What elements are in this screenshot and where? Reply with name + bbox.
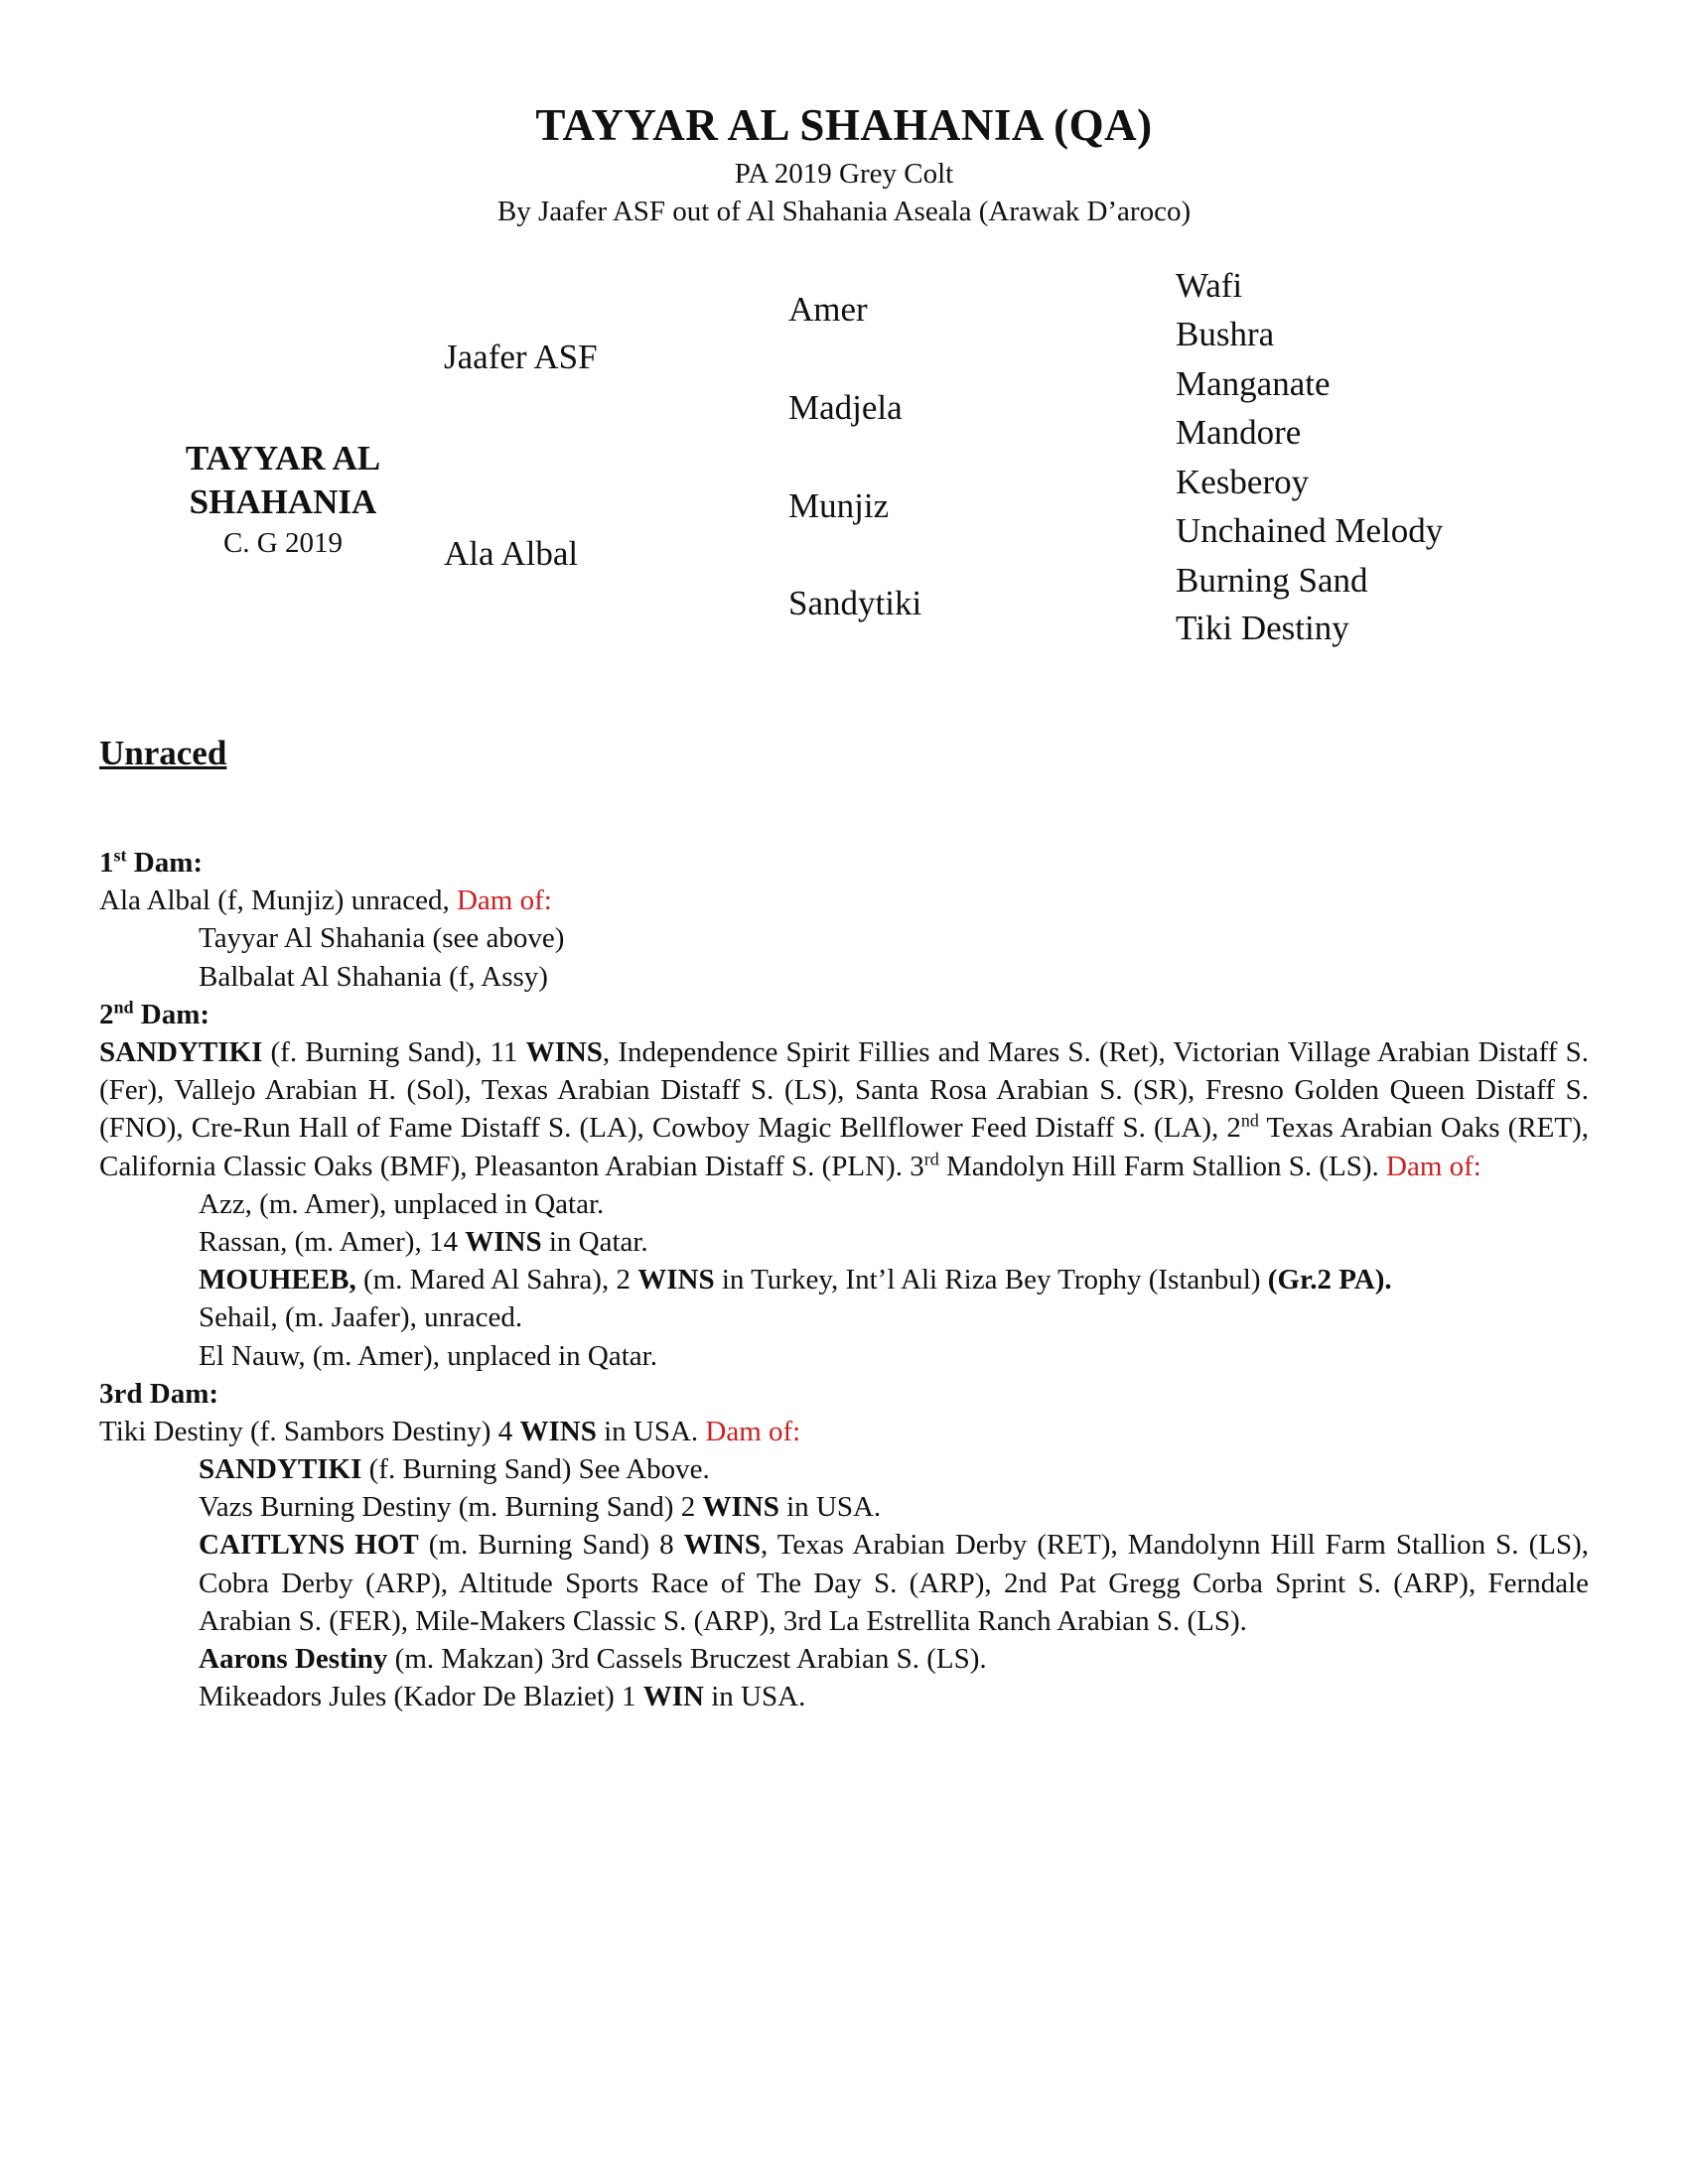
family-notes xyxy=(99,844,1589,1715)
offspring-item: Azz, (m. Amer), unplaced in Qatar. xyxy=(199,1187,605,1220)
pedigree-great-grandparent: Wafi xyxy=(1176,266,1243,305)
pedigree-sire: Jaafer ASF xyxy=(444,338,598,376)
pedigree-great-grandparent: Bushra xyxy=(1176,315,1275,353)
offspring-item: SANDYTIKI (f. Burning Sand) See Above. xyxy=(199,1453,710,1486)
pedigree-grandparent: Munjiz xyxy=(788,486,890,525)
offspring-item: Mikeadors Jules (Kador De Blaziet) 1 WIN in USA. xyxy=(199,1681,806,1713)
pedigree-great-grandparent: Kesberoy xyxy=(1176,463,1310,501)
dam-of-label: Dam of: xyxy=(705,1415,801,1447)
race-status-heading: Unraced xyxy=(99,734,227,772)
offspring-item: El Nauw, (m. Amer), unplaced in Qatar. xyxy=(199,1339,657,1372)
dam-of-label: Dam of: xyxy=(456,885,552,917)
third-dam-heading: 3rd Dam: xyxy=(99,1377,219,1410)
offspring-item: Vazs Burning Destiny (m. Burning Sand) 2 WINS in USA. xyxy=(199,1491,882,1524)
offspring-item: MOUHEEB, (m. Mared Al Sahra), 2 WINS in Turkey, Int’l Ali Riza Bey Trophy (Istanbul) (Gr.2 PA). xyxy=(199,1264,1392,1297)
pedigree-horse-name: TAYYAR AL SHAHANIA xyxy=(185,439,381,521)
breeding-line: By Jaafer ASF out of Al Shahania Aseala (Arawak D’aroco) xyxy=(496,196,1192,227)
pedigree-horse-details: C. G 2019 xyxy=(222,527,344,559)
pedigree-great-grandparent: Tiki Destiny xyxy=(1176,609,1349,647)
page-title: TAYYAR AL SHAHANIA (QA) xyxy=(535,100,1153,150)
pedigree-great-grandparent: Burning Sand xyxy=(1176,561,1368,600)
offspring-item: CAITLYNS HOT (m. Burning Sand) 8 WINS, Texas Arabian Derby (RET), Mandolynn Hill Farm Stallion S. (LS), Cobra Derby (ARP), Altitude Sports Race of The Day S. (ARP), 2nd Pat Gregg Corba Sprint S. (ARP), Ferndale Arabian S. (FER), Mile-Makers Classic S. (ARP), 3rd La Estrellita Ranch Arabian S. (LS). xyxy=(199,1529,1589,1637)
horse-description: PA 2019 Grey Colt xyxy=(734,158,954,190)
pedigree-great-grandparent: Manganate xyxy=(1176,364,1331,403)
pedigree-grandparent: Madjela xyxy=(788,388,903,427)
second-dam-record: SANDYTIKI (f. Burning Sand), 11 WINS, Independence Spirit Fillies and Mares S. (Ret), Victorian Village Arabian Distaff S. (Fer), Vallejo Arabian H. (Sol), Texas Arabian Distaff S. (LS), Santa Rosa Arabian S. (SR), Fresno Golden Queen Distaff S. (FNO), Cre-Run Hall of Fame Distaff S. (LA), Cowboy Magic Bellflower Feed Distaff S. (LA), 2nd Texas Arabian Oaks (RET), California Classic Oaks (BMF), Pleasanton Arabian Distaff S. (PLN). 3rd Mandolyn Hill Farm Stallion S. (LS). Dam of: xyxy=(99,1035,1589,1182)
second-dam-heading: 2nd Dam: xyxy=(99,997,211,1030)
offspring-item: Tayyar Al Shahania (see above) xyxy=(199,922,565,955)
offspring-item: Balbalat Al Shahania (f, Assy) xyxy=(199,960,548,993)
offspring-item: Aarons Destiny (m. Makzan) 3rd Cassels Bruczest Arabian S. (LS). xyxy=(199,1643,987,1676)
pedigree-dam: Ala Albal xyxy=(444,534,579,573)
first-dam-intro: Ala Albal (f, Munjiz) unraced, Dam of: xyxy=(99,885,552,917)
first-dam-heading: 1st Dam: xyxy=(99,845,204,879)
dam-of-label: Dam of: xyxy=(1386,1150,1481,1182)
third-dam-intro: Tiki Destiny (f. Sambors Destiny) 4 WINS in USA. Dam of: xyxy=(99,1415,801,1447)
offspring-item: Sehail, (m. Jaafer), unraced. xyxy=(199,1301,523,1334)
pedigree-great-grandparent: Unchained Melody xyxy=(1176,511,1444,550)
offspring-item: Rassan, (m. Amer), 14 WINS in Qatar. xyxy=(199,1225,648,1258)
pedigree-grandparent: Amer xyxy=(788,290,868,329)
pedigree-grandparent: Sandytiki xyxy=(788,584,922,622)
pedigree-great-grandparent: Mandore xyxy=(1176,413,1302,452)
